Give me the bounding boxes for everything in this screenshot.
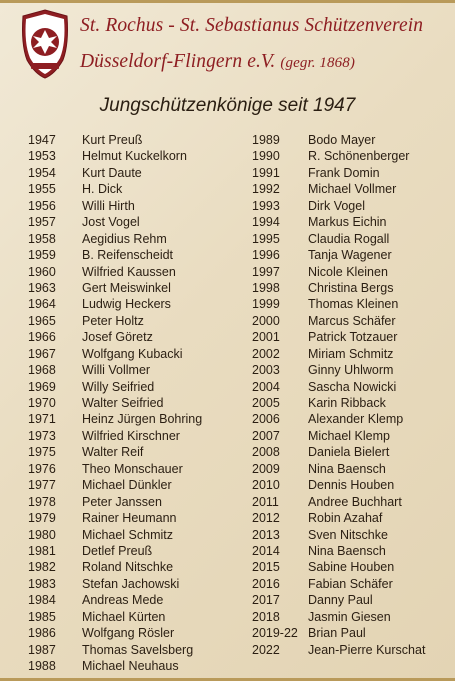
king-name: Michael Kürten [82,609,166,624]
king-name: Miriam Schmitz [308,346,394,361]
king-name: Michael Vollmer [308,182,397,197]
king-name: Patrick Totzauer [308,330,398,345]
year: 1968 [28,363,56,378]
king-name: Heinz Jürgen Bohring [82,412,203,427]
year: 2015 [252,560,280,575]
year: 1959 [28,248,56,263]
year: 2003 [252,363,280,378]
king-name: Walter Seifried [82,396,164,410]
king-name: Gert Meiswinkel [82,280,171,295]
year: 1977 [28,478,56,493]
king-name: Rainer Heumann [82,511,177,526]
king-name: Thomas Kleinen [308,297,399,312]
king-name: Claudia Rogall [308,231,390,246]
year: 1990 [252,149,280,164]
year: 1996 [252,248,280,263]
year: 1984 [28,593,56,608]
year: 1973 [28,428,56,443]
king-name: Stefan Jachowski [82,576,180,591]
year: 1999 [252,297,280,312]
king-name: Michael Neuhaus [82,659,179,673]
king-name: Karin Ribback [308,396,386,410]
king-name: Willi Vollmer [82,363,151,378]
year: 1985 [28,609,56,624]
king-name: Kurt Daute [82,165,142,180]
year: 2010 [252,478,280,493]
year: 1983 [28,576,56,591]
king-name: Thomas Savelsberg [82,642,194,657]
year: 1997 [252,264,280,279]
year: 2000 [252,313,280,328]
king-name: Detlef Preuß [82,543,153,558]
year: 1967 [28,346,56,361]
king-name: Wolfgang Rösler [82,626,175,641]
king-name: R. Schönenberger [308,149,410,164]
year: 1958 [28,231,56,246]
king-name: Wolfgang Kubacki [82,346,183,361]
year: 1992 [252,182,280,197]
year: 1963 [28,280,56,295]
king-name: Nina Baensch [308,543,386,558]
king-name: Nina Baensch [308,461,386,476]
king-name: Christina Bergs [308,280,394,295]
king-name: Jost Vogel [82,215,140,230]
king-name: Willy Seifried [82,379,155,394]
king-name: Sven Nitschke [308,527,388,542]
year: 2002 [252,346,280,361]
year: 2014 [252,543,280,558]
king-name: Michael Klemp [308,428,390,443]
year: 2012 [252,511,280,526]
king-name: Marcus Schäfer [308,313,396,328]
year: 1995 [252,231,280,246]
year: 2019-22 [252,626,298,641]
year: 1987 [28,642,56,657]
king-name: Sabine Houben [308,560,395,575]
year: 2005 [252,396,280,410]
year: 1993 [252,198,280,213]
top-border [0,0,455,3]
year: 2001 [252,330,280,345]
club-name-line2 [80,51,355,73]
year: 2011 [252,494,279,509]
king-name: Nicole Kleinen [308,264,388,279]
king-name: Alexander Klemp [308,412,404,427]
year: 1980 [28,527,56,542]
king-name: Andree Buchhart [308,494,402,509]
year: 1956 [28,198,56,213]
founded-note: (gegr. 1868) [280,55,355,71]
year: 1964 [28,297,56,312]
year: 1998 [252,280,280,295]
year: 2004 [252,379,280,394]
club-name-line1: St. Rochus - St. Sebastianus Schützenverein [80,15,424,36]
year: 1970 [28,396,56,410]
king-name: Frank Domin [308,165,380,180]
year: 1976 [28,461,56,476]
king-name: Wilfried Kaussen [82,264,176,279]
year: 2018 [252,609,280,624]
year: 1979 [28,511,56,526]
king-name: Jasmin Giesen [308,609,391,624]
year: 1960 [28,264,56,279]
year: 1957 [28,215,56,230]
king-name: Tanja Wagener [308,248,392,263]
king-name: Peter Janssen [82,494,162,509]
king-name: Jean-Pierre Kurschat [308,642,426,657]
club-location: Düsseldorf-Flingern e.V. [80,51,276,72]
year: 1966 [28,330,56,345]
king-name: Andreas Mede [82,593,164,608]
king-name: Dennis Houben [308,478,395,493]
year: 1994 [252,215,280,230]
year: 1982 [28,560,56,575]
king-name: Kurt Preuß [82,133,143,147]
year: 1988 [28,659,56,673]
king-name: Dirk Vogel [308,198,365,213]
club-emblem-logo [19,8,71,80]
king-name: Peter Holtz [82,313,144,328]
year: 1986 [28,626,56,641]
year: 1971 [28,412,56,427]
king-name: Helmut Kuckelkorn [82,149,187,164]
king-name: Theo Monschauer [82,461,183,476]
year: 1969 [28,379,56,394]
year: 1975 [28,445,56,460]
year: 1989 [252,133,280,147]
king-name: Josef Göretz [82,330,153,345]
year: 1954 [28,165,56,180]
king-name: Danny Paul [308,593,373,608]
king-name: Daniela Bielert [308,445,390,460]
year: 2022 [252,642,280,657]
year: 2016 [252,576,280,591]
king-name: Roland Nitschke [82,560,174,575]
king-name: Ludwig Heckers [82,297,171,312]
king-name: Brian Paul [308,626,366,641]
king-name: Willi Hirth [82,198,135,213]
king-name: B. Reifenscheidt [82,248,174,263]
king-name: Fabian Schäfer [308,576,393,591]
king-name: Ginny Uhlworm [308,363,394,378]
year: 1953 [28,149,56,164]
year: 1965 [28,313,56,328]
year: 2017 [252,593,280,608]
king-name: Michael Dünkler [82,478,172,493]
king-name: Wilfried Kirschner [82,428,180,443]
year: 2009 [252,461,280,476]
year: 1947 [28,133,56,147]
year: 1955 [28,182,56,197]
year: 1991 [252,165,280,180]
king-name: Walter Reif [82,445,144,460]
year: 1978 [28,494,56,509]
king-name: H. Dick [82,182,123,197]
year: 2007 [252,428,280,443]
king-name: Markus Eichin [308,215,387,230]
year: 2008 [252,445,280,460]
king-name: Bodo Mayer [308,133,376,147]
king-name: Michael Schmitz [82,527,173,542]
year: 2013 [252,527,280,542]
king-name: Robin Azahaf [308,511,383,526]
page-title: Jungschützenkönige seit 1947 [99,95,356,116]
year: 1981 [28,543,56,558]
year: 2006 [252,412,280,427]
king-name: Aegidius Rehm [82,231,167,246]
king-name: Sascha Nowicki [308,379,397,394]
